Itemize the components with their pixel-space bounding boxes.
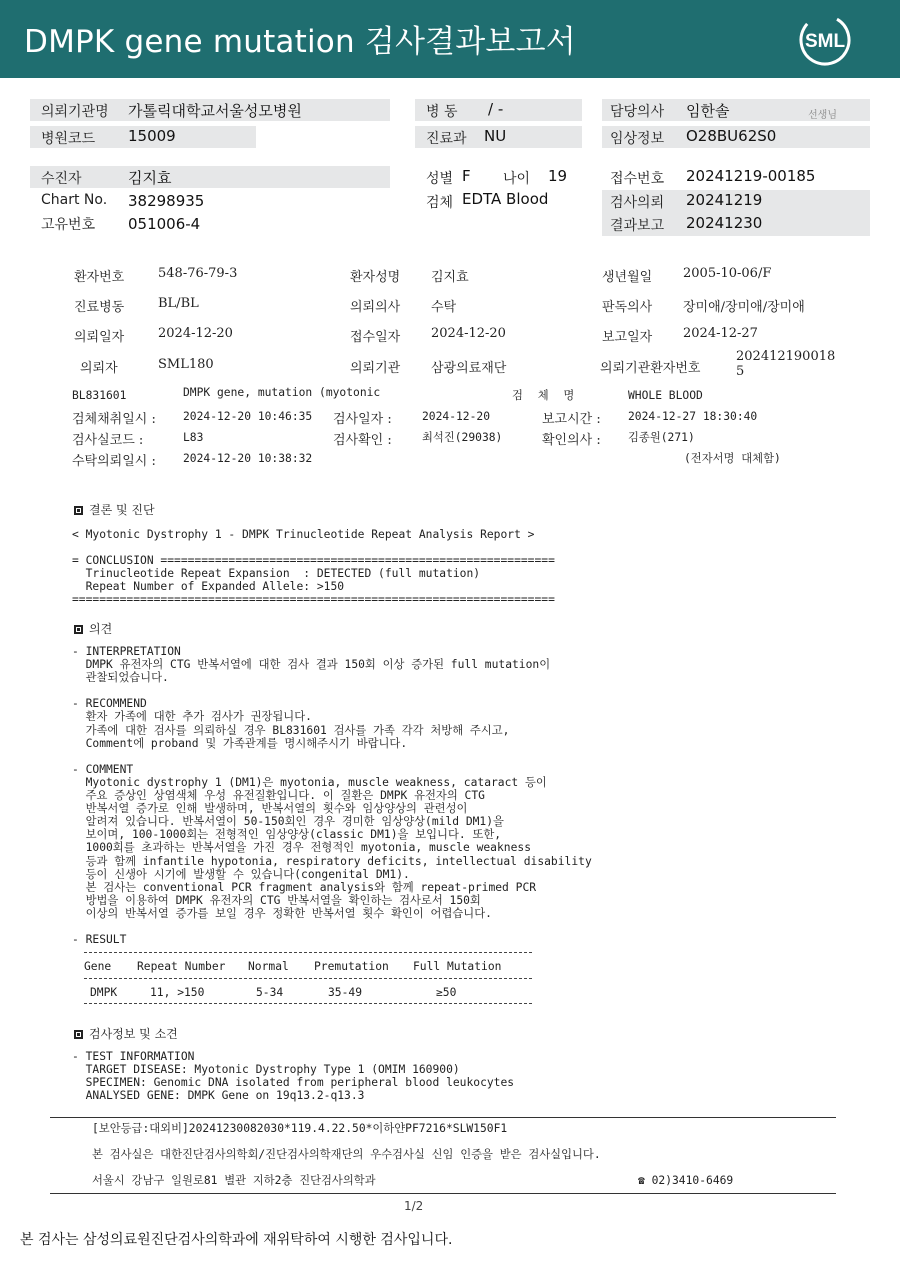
receipt-date-value: 2024-12-20 <box>431 326 506 341</box>
clinical-info-value: O28BU62S0 <box>686 127 777 145</box>
footer-rule-bottom <box>50 1193 836 1194</box>
test-specimen: WHOLE BLOOD <box>628 389 703 402</box>
report-header <box>0 0 900 78</box>
page-number: 1/2 <box>404 1199 424 1213</box>
doctor-label: 담당의사 <box>610 104 665 120</box>
hospital-code-value: 15009 <box>128 127 176 145</box>
hospital-code-label: 병원코드 <box>41 131 96 147</box>
result-header-gene: Gene <box>84 960 112 973</box>
sex-label: 성별 <box>426 171 454 187</box>
confirm-value: 최석진(29038) <box>422 431 503 444</box>
conclusion-section-title <box>74 501 155 518</box>
result-table-rule-bottom <box>84 1003 532 1004</box>
req-org-patient-no-value-1: 202412190018 <box>736 349 836 364</box>
result-report-label: 결과보고 <box>610 218 665 234</box>
test-date-label: 검사일자 : <box>333 412 392 427</box>
patient-name-value: 김지효 <box>431 270 469 285</box>
req-org-label: 의뢰기관 <box>350 361 401 376</box>
testinfo-section-title <box>74 1025 178 1042</box>
request-org-label: 의뢰기관명 <box>41 104 109 120</box>
birth-value: 2005-10-06/F <box>683 266 772 281</box>
department-value: NU <box>484 127 507 145</box>
footer-note: 본 검사는 삼성의료원진단검사의학과에 재위탁하여 시행한 검사입니다. <box>20 1232 453 1248</box>
address-line: 서울시 강남구 일원로81 별관 지하2층 진단검사의학과 <box>92 1174 376 1187</box>
test-name: DMPK gene, mutation (myotonic <box>183 386 381 399</box>
cert-line: 본 검사실은 대한진단검사의학회/진단검사의학재단의 우수검사실 신임 인증을 받은 검사실입니다. <box>92 1148 601 1161</box>
verify-value: 김종원(271) <box>628 431 695 444</box>
req-org-value: 삼광의료재단 <box>431 361 507 376</box>
reader-value: 장미애/장미애/장미애 <box>683 300 805 315</box>
opinion-title-text: 의견 <box>89 622 113 636</box>
req-org-patient-no-label: 의뢰기관환자번호 <box>600 361 701 376</box>
info-bar-patient <box>30 166 390 188</box>
patient-no-label: 환자번호 <box>74 270 125 285</box>
requester-value: SML180 <box>158 357 214 372</box>
test-request-label: 검사의뢰 <box>610 195 665 211</box>
result-row-full: ≥50 <box>436 986 457 999</box>
request-org-value: 가톨릭대학교서울성모병원 <box>128 102 302 120</box>
ward-r-label: 진료병동 <box>74 300 125 315</box>
result-header-normal: Normal <box>248 960 289 973</box>
security-line: [보안등급:대외비]20241230082030*119.4.22.50*이하얀PF7216*SLW150F1 <box>92 1122 508 1135</box>
reader-label: 판독의사 <box>602 300 653 315</box>
specimen-label: 검체 <box>426 195 454 211</box>
report-time-value: 2024-12-27 18:30:40 <box>628 410 758 423</box>
result-header-repeat: Repeat Number <box>137 960 226 973</box>
doctor-value: 임한솔 <box>686 102 730 120</box>
req-doctor-label: 의뢰의사 <box>350 300 401 315</box>
test-date-value: 2024-12-20 <box>422 410 491 423</box>
result-row-normal: 5-34 <box>256 986 284 999</box>
requester-label: 의뢰자 <box>80 361 118 376</box>
receipt-no-value: 20241219-00185 <box>686 167 816 185</box>
patient-label: 수진자 <box>41 171 82 187</box>
test-request-value: 20241219 <box>686 191 763 209</box>
ward-r-value: BL/BL <box>158 296 199 311</box>
report-date-label: 보고일자 <box>602 330 653 345</box>
result-report-value: 20241230 <box>686 214 763 232</box>
conclusion-text: < Myotonic Dystrophy 1 - DMPK Trinucleotide Repeat Analysis Report > = CONCLUSION ========================================================== Trinucleotide Repeat Expansion : DETECTED (full mutation) Repeat Number of Expanded Allele: >150 ======================================================================= <box>72 528 555 607</box>
result-header-full: Full Mutation <box>413 960 502 973</box>
report-title: DMPK gene mutation 검사결과보고서 <box>24 24 576 60</box>
footer-rule-top <box>50 1117 836 1118</box>
result-table-rule-top <box>84 952 532 953</box>
department-label: 진료과 <box>426 131 467 147</box>
result-header-premutation: Premutation <box>314 960 389 973</box>
ward-label: 병 동 <box>426 104 458 120</box>
test-code: BL831601 <box>72 389 127 402</box>
section-square-icon <box>74 1030 83 1039</box>
test-specimen-label: 검 체 명 <box>512 389 575 402</box>
report-time-label: 보고시간 : <box>542 412 601 427</box>
consign-value: 2024-12-20 10:38:32 <box>183 452 313 465</box>
testinfo-title-text: 검사정보 및 소견 <box>89 1027 178 1041</box>
ward-value: / - <box>488 100 504 118</box>
clinical-info-label: 임상정보 <box>610 131 665 147</box>
specimen-value: EDTA Blood <box>462 190 549 208</box>
chart-no-label: Chart No. <box>41 192 108 208</box>
req-doctor-value: 수탁 <box>431 300 457 315</box>
age-label: 나이 <box>503 171 531 187</box>
result-table-rule-mid <box>84 978 532 979</box>
age-value: 19 <box>548 167 568 185</box>
receipt-date-label: 접수일자 <box>350 330 401 345</box>
sml-logo-icon <box>799 14 851 66</box>
req-date-label: 의뢰일자 <box>74 330 125 345</box>
section-square-icon <box>74 625 83 634</box>
birth-label: 생년월일 <box>602 270 653 285</box>
collect-value: 2024-12-20 10:46:35 <box>183 410 313 423</box>
phone-line: ☎ 02)3410-6469 <box>638 1174 734 1187</box>
result-row-premutation: 35-49 <box>328 986 363 999</box>
receipt-no-label: 접수번호 <box>610 171 665 187</box>
unique-no-value: 051006-4 <box>128 215 201 233</box>
collect-label: 검체채취일시 : <box>72 412 156 427</box>
patient-name-label: 환자성명 <box>350 270 401 285</box>
result-row-repeat: 11, >150 <box>150 986 205 999</box>
result-row-gene: DMPK <box>90 986 118 999</box>
section-square-icon <box>74 506 83 515</box>
sml-logo-text: SML <box>804 31 846 52</box>
chart-no-value: 38298935 <box>128 192 205 210</box>
conclusion-title-text: 결론 및 진단 <box>89 503 155 517</box>
opinion-section-title <box>74 620 112 637</box>
room-value: L83 <box>183 431 204 444</box>
testinfo-text: - TEST INFORMATION TARGET DISEASE: Myotonic Dystrophy Type 1 (OMIM 160900) SPECIMEN: Genomic DNA isolated from peripheral blood leukocytes ANALYSED GENE: DMPK Gene on 19q13.2-q13.3 <box>72 1050 515 1103</box>
doctor-suffix: 선생님 <box>808 110 837 121</box>
opinion-text: - INTERPRETATION DMPK 유전자의 CTG 반복서열에 대한 검사 결과 150회 이상 증가된 full mutation이 관찰되었습니다. - RECOMMEND 환자 가족에 대한 추가 검사가 권장됩니다. 가족에 대한 검사를 의뢰하실 경우 BL831601 검사를 가족 각각 처방해 주시고, Comment에 proband 및 가족관계를 명시해주시기 바랍니다. - COMMENT Myotonic dystrophy 1 (DM1)은 myotonia, muscle weakness, cataract 등이 주요 증상인 상염색체 우성 유전질환입니다. 이 질환은 DMPK 유전자의 CTG 반복서열 증가로 인해 발생하며, 반복서열의 횟수와 임상양상의 관련성이 알려져 있습니다. 반복서열이 50-150회인 경우 경미한 임상양상(mild DM1)을 보이며, 100-1000회는 전형적인 임상양상(classic DM1)을 보입니다. 또한, 1000회를 초과하는 반복서열을 가진 경우 전형적인 myotonia, muscle weakness 등과 함께 infantile hypotonia, respiratory deficits, intellectual disability 등이 신생아 시기에 발생할 수 있습니다(congenital DM1). 본 검사는 conventional PCR fragment analysis와 함께 repeat-primed PCR 방법을 이용하여 DMPK 유전자의 CTG 반복서열을 확인하는 검사로서 150회 이상의 반복서열 증가를 보일 경우 정확한 반복서열 횟수 확인이 어렵습니다. - RESULT <box>72 645 592 947</box>
esign-note: (전자서명 대체함) <box>684 452 781 465</box>
confirm-label: 검사확인 : <box>333 433 392 448</box>
room-label: 검사실코드 : <box>72 433 144 448</box>
consign-label: 수탁의뢰일시 : <box>72 454 156 469</box>
sex-value: F <box>462 167 471 185</box>
unique-no-label: 고유번호 <box>41 217 96 233</box>
patient-value: 김지효 <box>128 169 172 187</box>
req-org-patient-no-value-2: 5 <box>736 364 745 379</box>
patient-no-value: 548-76-79-3 <box>158 266 238 281</box>
report-date-value: 2024-12-27 <box>683 326 758 341</box>
req-date-value: 2024-12-20 <box>158 326 233 341</box>
verify-label: 확인의사 : <box>542 433 601 448</box>
